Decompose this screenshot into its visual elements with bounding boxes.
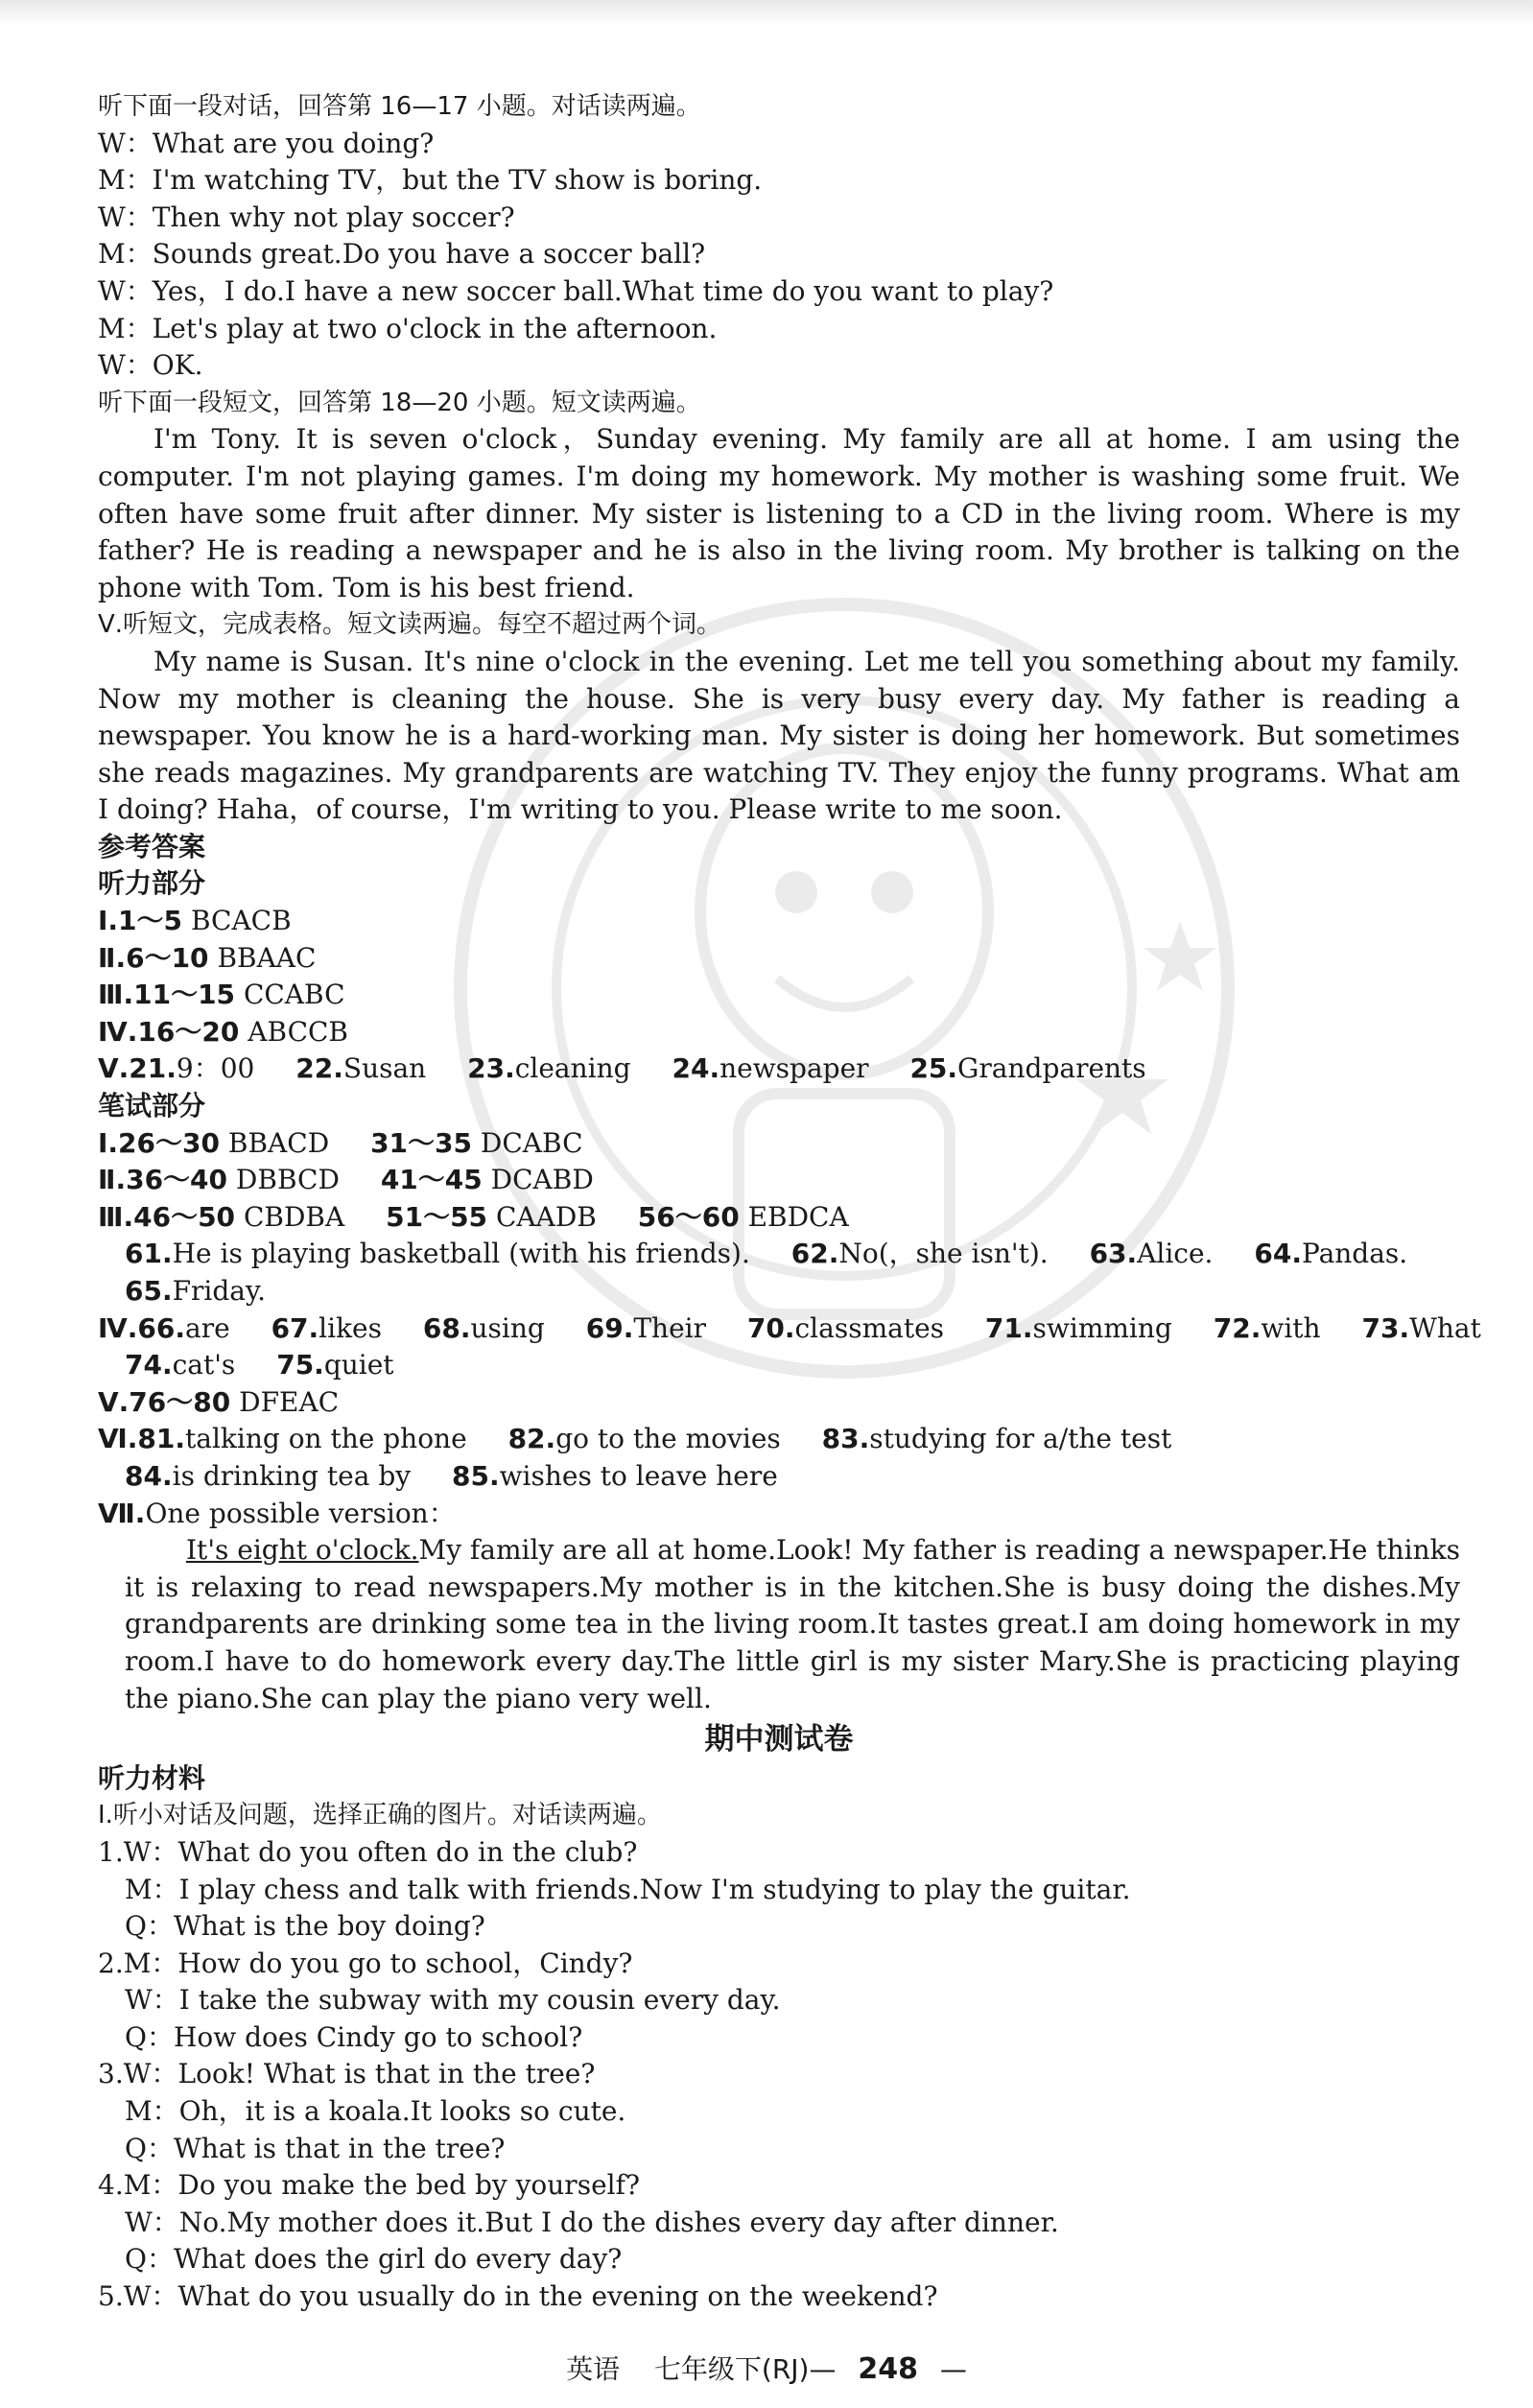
dialog-line: M：I play chess and talk with friends.Now I'm studying to play the guitar. [125,1873,1131,1905]
answer-label: Ⅲ.11～15 [98,979,236,1011]
answer-value: is drinking tea by [172,1459,412,1492]
answer-label: 69. [585,1311,634,1344]
answer-value: swimming [1032,1311,1172,1344]
answer-label: Ⅴ.76～80 [98,1385,231,1418]
transcript2-passage: I'm Tony. It is seven o'clock，Sunday evening. My family are all at home. I am using the computer. I'm not playing games. I'm doing my homework. My mother is washing some fruit. We often have some fruit after dinner. My sister is listening to a CD in the living room. Where is my father? He is reading a newspaper and he is also in the living room. My brother is talking on the phone with Tom. Tom is his best friend. [98,423,1460,603]
answer-label: Ⅲ.46～50 [98,1200,236,1233]
footer-grade: 七年级下(RJ)— [653,2353,837,2385]
answer-value: CAADB [495,1200,597,1233]
answer-value: Alice. [1137,1238,1214,1270]
midterm-title: 期中测试卷 [704,1722,854,1758]
answer-value: newspaper [719,1052,869,1085]
answer-value: CCABC [243,979,345,1011]
answer-label: 67. [271,1311,319,1344]
answer-line [98,1125,1460,1163]
answer-label: 51～55 [386,1200,488,1233]
answer-label: Ⅳ.16～20 [98,1015,240,1048]
answer-value: Their [633,1311,706,1344]
answer-label: Ⅱ.36～40 [98,1164,228,1196]
transcript1-intro: 听下面一段对话，回答第 16—17 小题。对话读两遍。 [98,92,701,121]
answer-label: Ⅰ.26～30 [98,1126,220,1159]
dialog-question: Q：How does Cindy go to school? [125,2020,583,2053]
transcript2-intro: 听下面一段短文，回答第 18—20 小题。短文读两遍。 [98,388,701,417]
dialog-line: M：Oh，it is a koala.It looks so cute. [125,2095,626,2128]
dialog-line: 5.W：What do you usually do in the evening on the weekend? [98,2280,938,2313]
footer-dash: — [939,2353,967,2385]
essay-intro: One possible version： [145,1497,456,1529]
answer-label: 83. [821,1423,870,1455]
materials-title: 听力材料 [98,1761,206,1794]
answer-label: 65. [125,1275,173,1307]
dialog-line: W：Then why not play soccer? [98,201,515,233]
dialog-line: M：I'm watching TV，but the TV show is boring. [98,164,763,197]
scan-top-shading [0,0,1533,27]
answer-value: DCABC [480,1126,583,1159]
answer-line [98,903,1460,940]
section5-intro: Ⅴ.听短文，完成表格。短文读两遍。每空不超过两个词。 [98,610,722,640]
dialog-line: 1.W：What do you often do in the club? [98,1835,638,1868]
answer-value: studying for a/the test [869,1423,1172,1455]
answer-label: Ⅳ.66. [98,1311,185,1344]
section1-intro: Ⅰ.听小对话及问题，选择正确的图片。对话读两遍。 [98,1801,662,1830]
answer-value: ABCCB [248,1015,348,1048]
page-footer [0,2349,1533,2387]
answer-label: 85. [451,1459,500,1492]
answer-label: 68. [422,1311,471,1344]
answer-value: using [470,1311,545,1344]
answers-title: 参考答案 [98,830,206,862]
dialog-line: W：What are you doing? [98,127,435,159]
answer-value: BBACD [227,1126,330,1159]
answer-label: 72. [1213,1311,1262,1344]
answer-value: BCACB [190,905,292,937]
answer-line [98,1014,1460,1051]
dialog-line: W：No.My mother does it.But I do the dishes every day after dinner. [125,2206,1059,2238]
answer-line [98,1347,1460,1384]
answer-label: 31～35 [370,1126,472,1159]
answer-value: cat's [172,1349,236,1381]
answer-value: Susan [342,1052,427,1085]
section5-passage: My name is Susan. It's nine o'clock in the evening. Let me tell you something about my family. Now my mother is cleaning the house. She is very busy every day. My father is reading a newspaper. You know he is a hard-working man. My sister is doing her homework. But sometimes she reads magazines. My grandparents are watching TV. They enjoy the funny programs. What am I doing? Haha，of course，I'm writing to you. Please write to me soon. [98,645,1460,826]
answer-label: 82. [507,1423,556,1455]
answer-value: with [1261,1311,1321,1344]
answer-label: 75. [276,1349,324,1381]
answer-line [98,1199,1460,1237]
dialog-question: Q：What is the boy doing? [125,1910,485,1943]
answer-line [98,1496,1460,1533]
answer-line [98,1310,1481,1348]
dialog-line: W：OK. [98,349,203,382]
written-title: 笔试部分 [98,1090,206,1122]
dialog-line: 2.M：How do you go to school，Cindy? [98,1947,633,1979]
answer-label: 41～45 [380,1164,483,1196]
dialog-line: W：I take the subway with my cousin every day. [125,1984,781,2017]
answer-line [98,1273,1460,1310]
answer-line [98,1421,1460,1458]
dialog-line: 3.W：Look! What is that in the tree? [98,2058,596,2090]
answer-value: DCABD [490,1164,594,1196]
essay-underlined: It's eight o'clock. [186,1534,419,1567]
dialog-line: M：Sounds great.Do you have a soccer ball? [98,238,706,271]
essay [98,1532,1460,1717]
answer-label: 70. [746,1311,795,1344]
answer-label: Ⅰ.1～5 [98,905,183,937]
answer-line [98,1384,1460,1422]
answer-label: 62. [790,1238,839,1270]
answer-label: 56～60 [637,1200,740,1233]
dialog-line: M：Let's play at two o'clock in the afternoon. [98,312,718,344]
answer-value: No(，she isn't). [838,1238,1049,1270]
answer-value: likes [318,1311,382,1344]
answer-page [98,88,1481,2316]
answer-label: 64. [1254,1238,1302,1270]
answer-value: classmates [794,1311,945,1344]
answer-label: 84. [125,1459,173,1492]
answer-value: What [1409,1311,1481,1344]
answer-value: talking on the phone [185,1423,467,1455]
page-number: 248 [858,2352,918,2386]
answer-line [98,1458,1460,1496]
answer-value: 9：00 [176,1052,255,1085]
answer-line [98,1162,1460,1199]
answer-value: Grandparents [957,1052,1146,1085]
answer-value: EBDCA [747,1200,849,1233]
answer-value: He is playing basketball (with his friends). [172,1238,750,1270]
answer-label: 73. [1361,1311,1410,1344]
dialog-line: 4.M：Do you make the bed by yourself? [98,2169,640,2202]
dialog-line: W：Yes，I do.I have a new soccer ball.What time do you want to play? [98,274,1054,307]
answer-value: Pandas. [1301,1238,1408,1270]
answer-label: 61. [125,1238,173,1270]
answer-value: DFEAC [239,1385,340,1418]
answer-label: 23. [467,1052,515,1085]
answer-label: Ⅴ.21. [98,1052,177,1085]
answer-label: Ⅶ. [98,1497,146,1529]
answer-label: 25. [909,1052,958,1085]
footer-subject: 英语 [566,2353,621,2385]
answer-value: are [185,1311,230,1344]
dialog-question: Q：What is that in the tree? [125,2132,506,2164]
answer-value: wishes to leave here [499,1459,778,1492]
answer-label: Ⅵ.81. [98,1423,186,1455]
answer-label: 74. [125,1349,173,1381]
answer-line [98,977,1460,1014]
answer-value: DBBCD [235,1164,340,1196]
answer-label: 22. [295,1052,343,1085]
listening-title: 听力部分 [98,867,206,900]
answer-label: 63. [1089,1238,1138,1270]
answer-label: Ⅱ.6～10 [98,941,209,974]
answer-line [98,1051,1460,1088]
answer-line [98,1236,1460,1273]
answer-value: Friday. [172,1275,266,1307]
answer-label: 71. [984,1311,1033,1344]
answer-label: 24. [672,1052,720,1085]
essay-body: My family are all at home.Look! My father is reading a newspaper.He thinks it is relaxing to read newspapers.My mother is in the kitchen.She is busy doing the dishes.My grandparents are drinking some tea in the living room.It tastes great.I am doing homework in my room.I have to do homework every day.The little girl is my sister Mary.She is practicing playing the piano.She can play the piano very well. [125,1534,1460,1714]
dialog-question: Q：What does the girl do every day? [125,2243,623,2276]
answer-value: go to the movies [555,1423,781,1455]
answer-value: quiet [323,1349,394,1381]
answer-value: CBDBA [243,1200,345,1233]
answer-value: cleaning [514,1052,631,1085]
answer-line [98,940,1460,978]
answer-value: BBAAC [217,941,317,974]
